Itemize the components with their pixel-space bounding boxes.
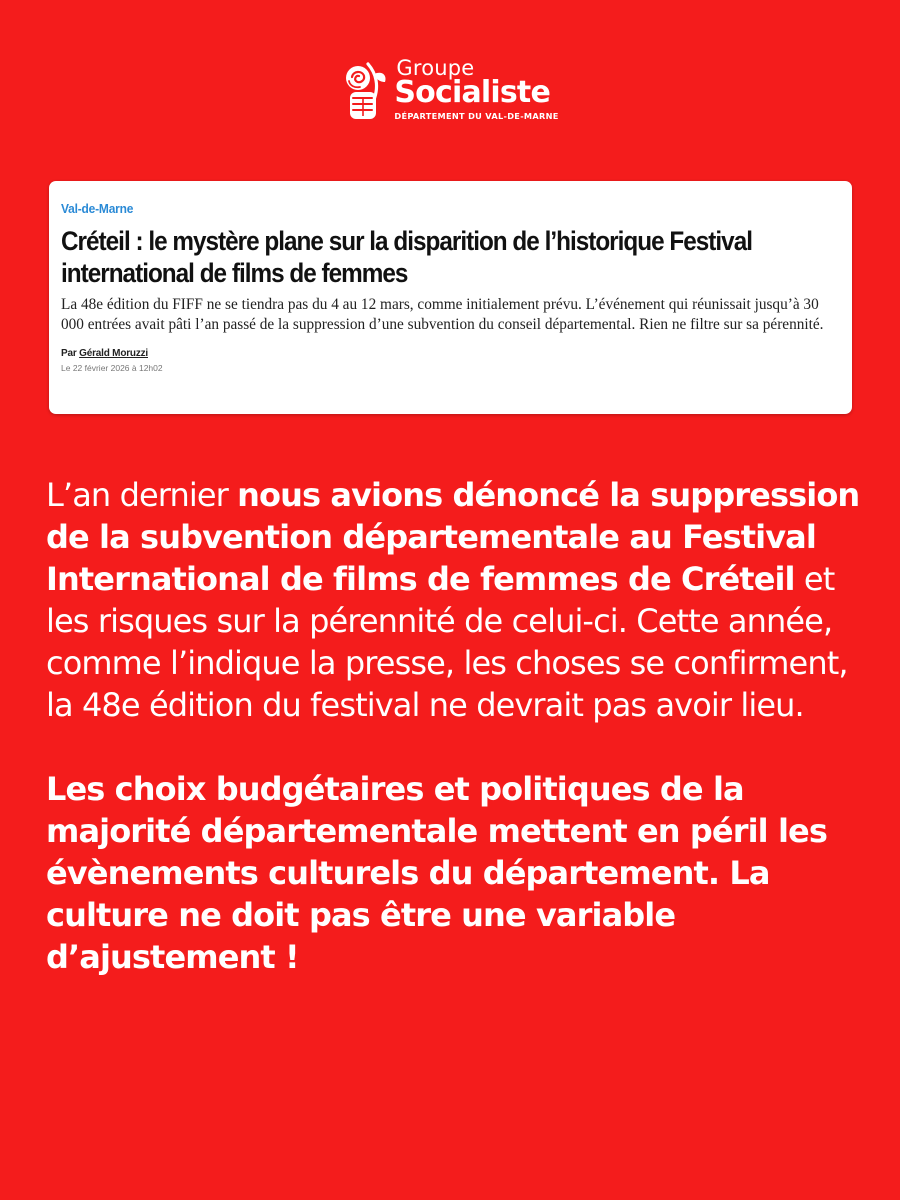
article-section[interactable]: Val-de-Marne <box>61 201 134 216</box>
article-lead: La 48e édition du FIFF ne se tiendra pas du 4 au 12 mars, comme initialement prévu. L’événement qui réunissait jusqu’à 30 000 entrées avait pâti l’an passé de la suppression d’une subvention du conseil départemental. Rien ne filtre sur sa pérennité. <box>61 296 824 333</box>
logo-groupe: Groupe <box>396 56 475 80</box>
paragraph-2: Les choix budgétaires et politiques de la majorité départementale mettent en péril les évènements culturels du département. La culture ne doit pas être une variable d’ajustement ! <box>46 770 827 976</box>
logo-department: DÉPARTEMENT DU VAL-DE-MARNE <box>394 111 559 121</box>
paragraph-1 <box>46 474 876 726</box>
logo-inner <box>341 58 558 122</box>
logo <box>0 58 900 122</box>
article-author <box>61 348 834 360</box>
body-text <box>46 474 876 978</box>
rose-in-fist-icon <box>341 60 389 122</box>
article-card <box>49 181 852 414</box>
paragraph-1-bold: nous avions dénoncé la suppression de la subvention départementale au Festival International de films de femmes de Créteil <box>46 476 860 598</box>
author-name-link[interactable]: Gérald Moruzzi <box>79 348 148 359</box>
paragraph-1-intro: L’an dernier <box>46 476 238 514</box>
paragraph-1-rest: et les risques sur la pérennité de celui-ci. Cette année, comme l’indique la presse, les choses se confirment, la 48e édition du festival ne devrait pas avoir lieu. <box>46 560 848 724</box>
logo-text <box>394 58 558 122</box>
article-date: Le 22 février 2026 à 12h02 <box>61 363 163 373</box>
article-title[interactable]: Créteil : le mystère plane sur la disparition de l’historique Festival international de films de femmes <box>61 226 752 288</box>
author-prefix: Par <box>61 348 77 359</box>
logo-socialiste: Socialiste <box>394 75 550 110</box>
